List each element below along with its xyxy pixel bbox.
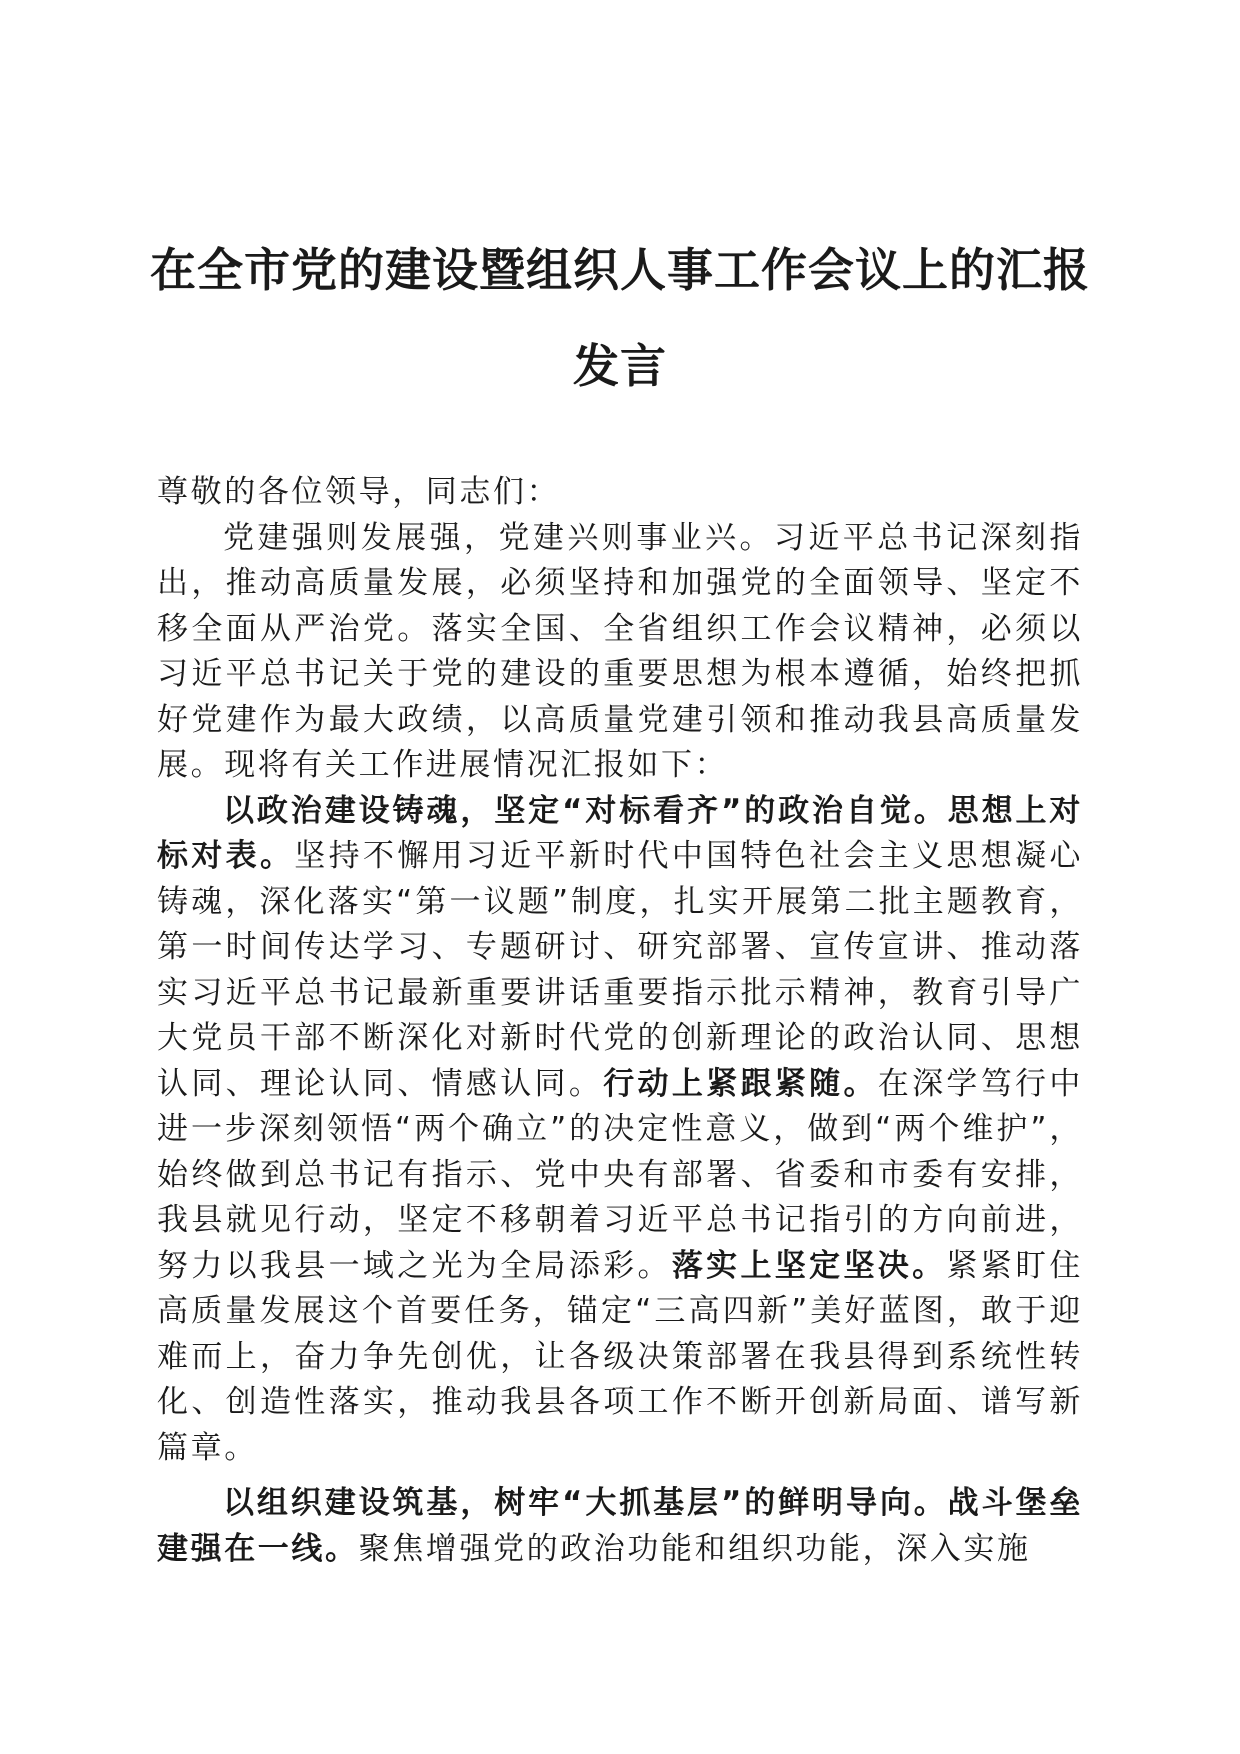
section-2-sub1-text: 聚焦增强党的政治功能和组织功能，深入实施 (358, 1530, 1031, 1567)
section-1-sub1-heading: 思想上对标对表。 (157, 792, 1083, 874)
section-1-heading: 以政治建设铸魂，坚定“对标看齐”的政治自觉。 (223, 792, 948, 829)
document-title (150, 222, 1090, 414)
section-2-paragraph (157, 1481, 1083, 1572)
section-1-sub1-text: 坚持不懈用习近平新时代中国特色社会主义思想凝心铸魂，深化落实“第一议题”制度，扎实开展第二批主题教育，第一时间传达学习、专题研讨、研究部署、宣传宣讲、推动落实习近平总书记最新重要讲话重要指示批示精神，教育引导广大党员干部不断深化对新时代党的创新理论的政治认同、思想认同、理论认同、情感认同。 (157, 838, 1083, 1102)
document-body (157, 470, 1083, 1572)
section-1-paragraph (157, 789, 1083, 1472)
intro-paragraph: 党建强则发展强，党建兴则事业兴。习近平总书记深刻指出，推动高质量发展，必须坚持和加强党的全面领导、坚定不移全面从严治党。落实全国、全省组织工作会议精神，必须以习近平总书记关于党的建设的重要思想为根本遵循，始终把抓好党建作为最大政绩，以高质量党建引领和推动我县高质量发展。现将有关工作进展情况汇报如下： (157, 519, 1083, 783)
section-1-sub2-heading: 行动上紧跟紧随。 (603, 1065, 878, 1102)
section-1-sub2-text: 在深学笃行中进一步深刻领悟“两个确立”的决定性意义，做到“两个维护”，始终做到总书记有指示、党中央有部署、省委和市委有安排，我县就见行动，坚定不移朝着习近平总书记指引的方向前进，努力以我县一域之光为全局添彩。 (157, 1065, 1083, 1284)
section-2-sub1-heading: 战斗堡垒建强在一线。 (157, 1485, 1083, 1567)
section-1-sub3-heading: 落实上坚定坚决。 (671, 1247, 947, 1284)
title-line-2: 发言 (573, 339, 667, 393)
section-2-heading: 以组织建设筑基，树牢“大抓基层”的鲜明导向。 (223, 1485, 948, 1521)
title-line-1: 在全市党的建设暨组织人事工作会议上的汇报 (150, 243, 1090, 297)
section-1-sub3-text: 紧紧盯住高质量发展这个首要任务，锚定“三高四新”美好蓝图，敢于迎难而上，奋力争先创优，让各级决策部署在我县得到系统性转化、创造性落实，推动我县各项工作不断开创新局面、谱写新篇章。 (157, 1247, 1083, 1466)
salutation: 尊敬的各位领导，同志们： (157, 474, 561, 510)
